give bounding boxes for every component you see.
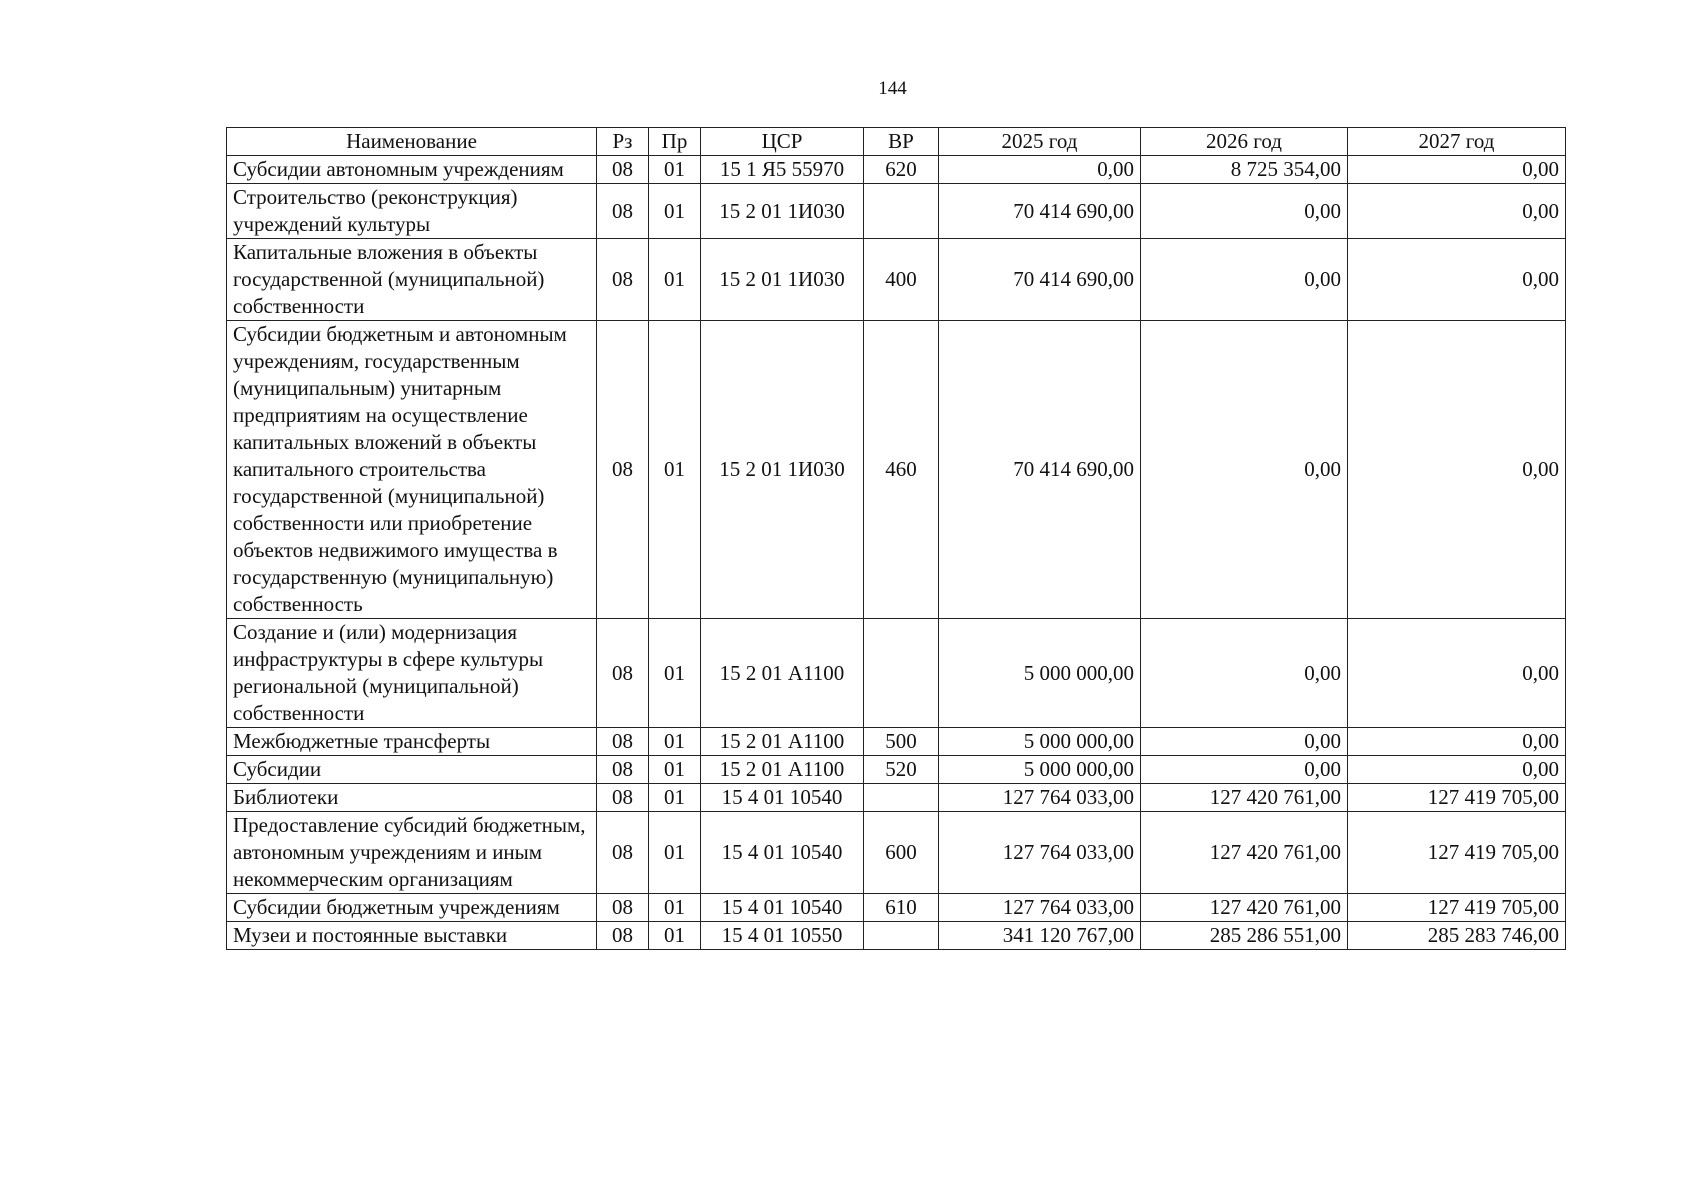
table-row — [227, 156, 1566, 184]
row-name: Библиотеки — [227, 784, 597, 812]
header-name: Наименование — [227, 128, 597, 156]
table-row — [227, 784, 1566, 812]
row-rz: 08 — [597, 239, 649, 321]
row-csr: 15 4 01 10540 — [701, 812, 864, 894]
row-name: Создание и (или) модернизация инфраструктуры в сфере культуры региональной (муниципальной) собственности — [227, 619, 597, 728]
row-2027: 0,00 — [1348, 619, 1566, 728]
header-2027: 2027 год — [1348, 128, 1566, 156]
row-2027: 0,00 — [1348, 184, 1566, 239]
row-csr: 15 2 01 А1100 — [701, 756, 864, 784]
row-2027: 0,00 — [1348, 756, 1566, 784]
header-csr: ЦСР — [701, 128, 864, 156]
row-2027: 127 419 705,00 — [1348, 894, 1566, 922]
row-vr — [864, 619, 939, 728]
row-2025: 70 414 690,00 — [939, 184, 1141, 239]
table-row — [227, 756, 1566, 784]
row-rz: 08 — [597, 812, 649, 894]
row-2026: 0,00 — [1141, 184, 1348, 239]
row-pr: 01 — [649, 619, 701, 728]
row-2027: 0,00 — [1348, 156, 1566, 184]
table-row — [227, 239, 1566, 321]
row-vr: 500 — [864, 728, 939, 756]
row-vr: 460 — [864, 321, 939, 619]
row-vr — [864, 184, 939, 239]
header-2025: 2025 год — [939, 128, 1141, 156]
table-row — [227, 619, 1566, 728]
row-2026: 127 420 761,00 — [1141, 812, 1348, 894]
row-name: Межбюджетные трансферты — [227, 728, 597, 756]
row-pr: 01 — [649, 239, 701, 321]
row-csr: 15 2 01 1И030 — [701, 239, 864, 321]
row-2025: 0,00 — [939, 156, 1141, 184]
row-vr: 620 — [864, 156, 939, 184]
row-vr: 400 — [864, 239, 939, 321]
table-row — [227, 922, 1566, 950]
row-pr: 01 — [649, 784, 701, 812]
header-2026: 2026 год — [1141, 128, 1348, 156]
row-name: Субсидии — [227, 756, 597, 784]
row-name: Субсидии бюджетным учреждениям — [227, 894, 597, 922]
row-csr: 15 2 01 1И030 — [701, 184, 864, 239]
row-name: Музеи и постоянные выставки — [227, 922, 597, 950]
row-2026: 127 420 761,00 — [1141, 784, 1348, 812]
row-2025: 127 764 033,00 — [939, 784, 1141, 812]
table-row — [227, 728, 1566, 756]
row-2025: 127 764 033,00 — [939, 894, 1141, 922]
row-csr: 15 4 01 10540 — [701, 784, 864, 812]
row-rz: 08 — [597, 321, 649, 619]
row-2026: 0,00 — [1141, 728, 1348, 756]
table-row — [227, 321, 1566, 619]
row-2026: 127 420 761,00 — [1141, 894, 1348, 922]
row-pr: 01 — [649, 156, 701, 184]
row-2026: 8 725 354,00 — [1141, 156, 1348, 184]
header-rz: Рз — [597, 128, 649, 156]
row-rz: 08 — [597, 156, 649, 184]
row-pr: 01 — [649, 922, 701, 950]
row-name: Предоставление субсидий бюджетным, автономным учреждениям и иным некоммерческим организациям — [227, 812, 597, 894]
row-2026: 0,00 — [1141, 756, 1348, 784]
row-rz: 08 — [597, 784, 649, 812]
row-2026: 0,00 — [1141, 321, 1348, 619]
row-csr: 15 4 01 10550 — [701, 922, 864, 950]
row-rz: 08 — [597, 922, 649, 950]
row-2025: 70 414 690,00 — [939, 239, 1141, 321]
row-2025: 127 764 033,00 — [939, 812, 1141, 894]
row-csr: 15 1 Я5 55970 — [701, 156, 864, 184]
row-csr: 15 2 01 А1100 — [701, 619, 864, 728]
header-vr: ВР — [864, 128, 939, 156]
row-vr: 520 — [864, 756, 939, 784]
row-pr: 01 — [649, 812, 701, 894]
row-2025: 5 000 000,00 — [939, 728, 1141, 756]
row-vr: 600 — [864, 812, 939, 894]
row-2027: 285 283 746,00 — [1348, 922, 1566, 950]
budget-table — [226, 127, 1566, 950]
row-2025: 70 414 690,00 — [939, 321, 1141, 619]
row-vr: 610 — [864, 894, 939, 922]
page-number: 144 — [878, 78, 907, 99]
row-2025: 5 000 000,00 — [939, 756, 1141, 784]
header-row — [227, 128, 1566, 156]
row-2027: 0,00 — [1348, 239, 1566, 321]
row-pr: 01 — [649, 321, 701, 619]
row-pr: 01 — [649, 894, 701, 922]
row-csr: 15 4 01 10540 — [701, 894, 864, 922]
row-vr — [864, 784, 939, 812]
row-rz: 08 — [597, 619, 649, 728]
header-pr: Пр — [649, 128, 701, 156]
row-2025: 341 120 767,00 — [939, 922, 1141, 950]
row-rz: 08 — [597, 184, 649, 239]
row-2027: 0,00 — [1348, 321, 1566, 619]
row-pr: 01 — [649, 184, 701, 239]
row-2026: 0,00 — [1141, 239, 1348, 321]
row-name: Субсидии автономным учреждениям — [227, 156, 597, 184]
row-2027: 0,00 — [1348, 728, 1566, 756]
row-rz: 08 — [597, 728, 649, 756]
row-name: Строительство (реконструкция) учреждений культуры — [227, 184, 597, 239]
table-row — [227, 812, 1566, 894]
row-2027: 127 419 705,00 — [1348, 812, 1566, 894]
row-pr: 01 — [649, 728, 701, 756]
row-name: Субсидии бюджетным и автономным учреждениям, государственным (муниципальным) унитарным предприятиям на осуществление капитальных вложений в объекты капитального строительства государственной (муниципальной) собственности или приобретение объектов недвижимого имущества в государственную (муниципальную) собственность — [227, 321, 597, 619]
row-2026: 0,00 — [1141, 619, 1348, 728]
row-2027: 127 419 705,00 — [1348, 784, 1566, 812]
row-rz: 08 — [597, 894, 649, 922]
row-csr: 15 2 01 А1100 — [701, 728, 864, 756]
row-name: Капитальные вложения в объекты государственной (муниципальной) собственности — [227, 239, 597, 321]
row-vr — [864, 922, 939, 950]
row-2026: 285 286 551,00 — [1141, 922, 1348, 950]
row-2025: 5 000 000,00 — [939, 619, 1141, 728]
table-row — [227, 184, 1566, 239]
row-csr: 15 2 01 1И030 — [701, 321, 864, 619]
row-pr: 01 — [649, 756, 701, 784]
row-rz: 08 — [597, 756, 649, 784]
table-row — [227, 894, 1566, 922]
